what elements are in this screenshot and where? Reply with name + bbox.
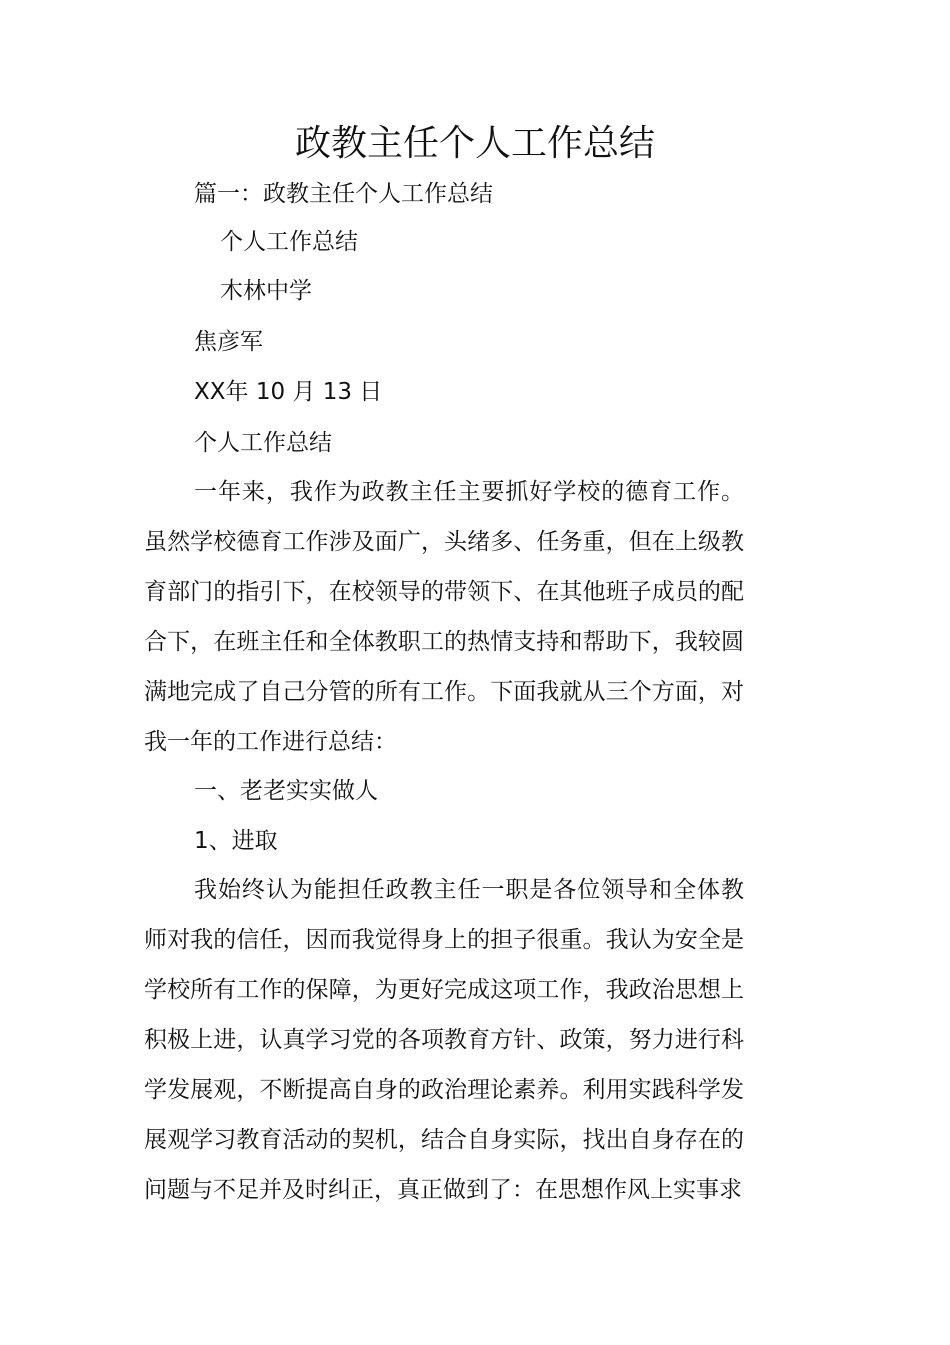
cover-title: 个人工作总结 — [220, 229, 358, 255]
body-paragraph: 我始终认为能担任政教主任一职是各位领导和全体教师对我的信任，因而我觉得身上的担子很重。我认为安全是学校所有工作的保障，为更好完成这项工作，我政治思想上积极上进，认真学习党的各项教育方针、政策，努力进行科学发展观，不断提高自身的政治理论素养。利用实践科学发展观学习教育活动的契机，结合自身实际，找出自身存在的问题与不足并及时纠正，真正做到了：在思想作风上实事求 — [144, 877, 744, 1203]
document-title: 政教主任个人工作总结 — [294, 123, 655, 164]
section-heading: 一、老老实实做人 — [194, 778, 378, 804]
section-title: 个人工作总结 — [194, 430, 332, 456]
school-name: 木林中学 — [220, 278, 312, 304]
subsection-heading: 1、进取 — [194, 828, 278, 854]
author-name: 焦彦军 — [194, 329, 263, 355]
document-date: XX年 10 月 13 日 — [194, 379, 383, 405]
chapter-heading: 篇一：政教主任个人工作总结 — [194, 181, 493, 207]
intro-paragraph: 一年来，我作为政教主任主要抓好学校的德育工作。虽然学校德育工作涉及面广，头绪多、任务重，但在上级教育部门的指引下，在校领导的带领下、在其他班子成员的配合下，在班主任和全体教职工的热情支持和帮助下，我较圆满地完成了自己分管的所有工作。下面我就从三个方面，对我一年的工作进行总结： — [144, 479, 744, 755]
